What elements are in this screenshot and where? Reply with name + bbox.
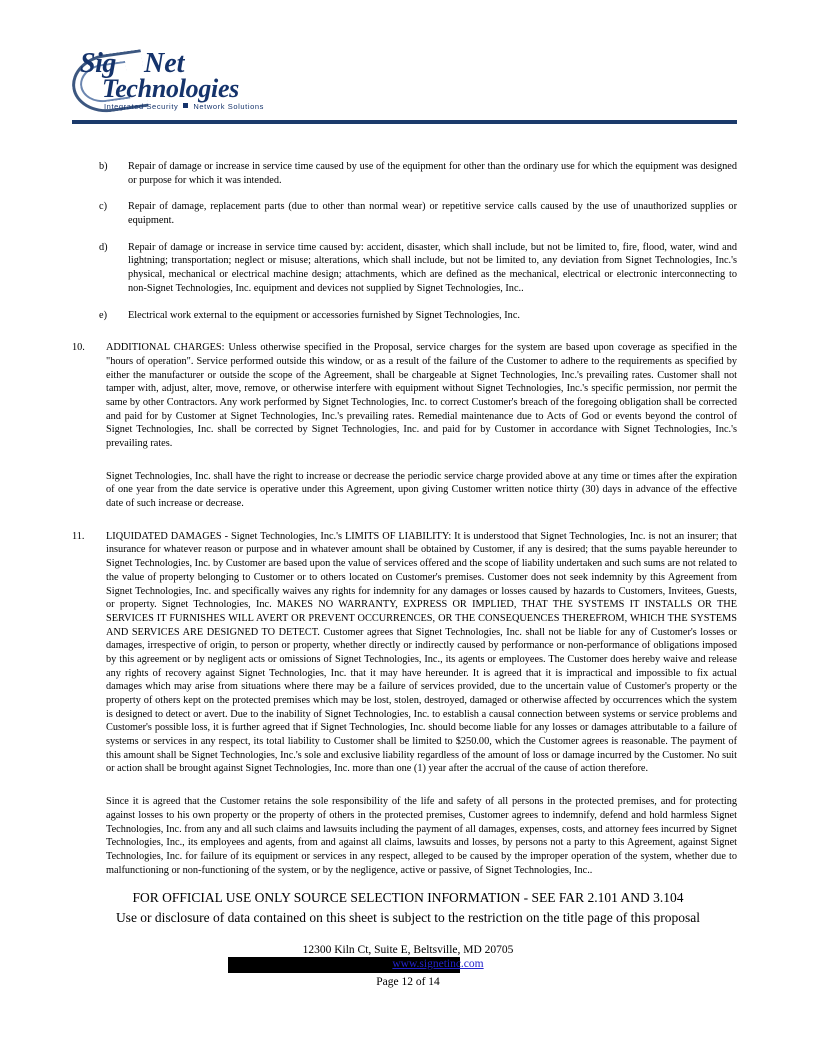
clause-10-marker: 10. bbox=[72, 342, 85, 354]
logo-word-technologies: Technologies bbox=[102, 74, 240, 103]
logo-word-sig: Sig bbox=[80, 48, 116, 79]
list-item-text: Repair of damage or increase in service time caused by use of the equipment for other than the ordinary use for which the equipment was designed or purpose for which it was intended. bbox=[128, 161, 737, 186]
clause-10-text: ADDITIONAL CHARGES: Unless otherwise specified in the Proposal, service charges for the system are based upon coverage as specified in the "hours of operation". Service performed outside this window, or as a result of the failure of the Customer to adhere to the requirements as specified by either the manufacturer or outside the scope of the Agreement, shall be chargeable at Signet Technologies, Inc.'s prevailing rates. Customer shall not tamper with, adjust, alter, move, remove, or otherwise interfere with equipment without Signet Technologies, Inc.'s specific permission, nor permit the same by other Contractors. Any work performed by Signet Technologies, Inc. to correct Customer's breach of the foregoing obligation shall be corrected and paid for by Customer at Signet Technologies, Inc.'s prevailing rates. Remedial maintenance due to Acts of God or events beyond the control of Signet Technologies, Inc. shall be corrected by Signet Technologies, Inc. and paid for by Customer in accordance with Signet Technologies, Inc.'s prevailing rates. bbox=[106, 342, 737, 449]
footer-address: 12300 Kiln Ct, Suite E, Beltsville, MD 20705 bbox=[302, 944, 514, 956]
list-item bbox=[72, 200, 737, 227]
clause-11 bbox=[72, 530, 737, 776]
logo-tagline bbox=[104, 102, 264, 111]
footer-notice-line1: FOR OFFICIAL USE ONLY SOURCE SELECTION INFORMATION - SEE FAR 2.101 AND 3.104 bbox=[132, 890, 684, 905]
footer-website-link-text[interactable]: www.signetinc.com bbox=[392, 958, 484, 970]
list-item bbox=[72, 309, 737, 323]
list-item-marker: d) bbox=[99, 241, 108, 253]
clause-11-marker: 11. bbox=[72, 530, 85, 542]
clause-10 bbox=[72, 341, 737, 451]
header-divider bbox=[72, 120, 737, 124]
footer-website-link[interactable] bbox=[0, 958, 816, 970]
list-item bbox=[72, 160, 737, 187]
footer-page-number: Page 12 of 14 bbox=[376, 976, 440, 988]
clause-11-continuation: Since it is agreed that the Customer retains the sole responsibility of the life and safety of all persons in the protected premises, and for protecting against losses to his own property or the property of others in the protected premises, Customer agrees to indemnify, defend and hold harmless Signet Technologies, Inc. from any and all such claims and lawsuits including the payment of all damages, expenses, costs, and attorney fees incurred by Signet Technologies, Inc., its employees and agents, from and against all claims, lawsuits and losses, by persons not a party to this Agreement, against Signet Technologies, Inc. for failure of its equipment or services in any respect, alleged to be caused by the improper operation of the system, whether due to malfunctioning or non-functioning of the system, or by the negligence, active or passive, of Signet Technologies, Inc.. bbox=[106, 796, 737, 876]
clause-11-text: LIQUIDATED DAMAGES - Signet Technologies, Inc.'s LIMITS OF LIABILITY: It is understood that Signet Technologies, Inc. is not an insurer; that insurance for whatever reason or purpose and in whatever amount shall be obtained by Customer, if any is desired; that the sums payable hereunder to Signet Technologies, Inc. by Customer are based upon the value of services offered and the scope of liability undertaken and such sums are not related to the value of property belonging to Customer or to others located on Customer's premises. Customer does not seek indemnity by this Agreement from Signet Technologies, Inc. and specifically waives any rights for indemnity for any damages or losses caused by hazards to Customers, Invitees, Guests, or property. Signet Technologies, Inc. MAKES NO WARRANTY, EXPRESS OR IMPLIED, THAT THE SYSTEMS IT INSTALLS OR THE SERVICES IT FURNISHES WILL AVERT OR PREVENT OCCURRENCES, OR THE CONSEQUENCES THEREFROM, WHICH THE SYSTEMS AND SERVICES ARE DESIGNED TO DETECT. Customer agrees that Signet Technologies, Inc. shall not be liable for any of Customer's losses or damages, irrespective of origin, to person or property, whether directly or indirectly caused by performance or non-performance of obligations imposed by this agreement or by negligent acts or omissions of Signet Technologies, Inc., its agents or employees. The Customer does hereby waive and release any rights of recovery against Signet Technologies, Inc. that it may have hereunder. It is agreed that it is impractical and impossible to fix actual damages which may arise from situations where there may be a failure of services provided, due to the uncertain value of Customer's property or the property of others kept on the protected premises which may be lost, stolen, destroyed, damaged or otherwise affected by occurrences which the system is designed to detect or avert. Due to the inability of Signet Technologies, Inc. to establish a causal connection between systems or service problems and Customer's possible loss, it is further agreed that if Signet Technologies, Inc. should become liable for any losses or damages attributable to a failure of systems or services in any respect, its total liability to Customer shall be limited to $250.00, which the Customer agrees is reasonable. The payment of this amount shall be Signet Technologies, Inc.'s sole and exclusive liability regardless of the amount of loss or damage incurred by the Customer. No suit or action shall be brought against Signet Technologies, Inc. more than one (1) year after the accrual of the cause of action therefore. bbox=[106, 530, 737, 775]
document-body bbox=[72, 160, 737, 890]
footer-notice bbox=[0, 890, 816, 926]
square-bullet-icon bbox=[183, 103, 188, 108]
list-item-marker: e) bbox=[99, 309, 107, 321]
logo-tagline-right: Network Solutions bbox=[193, 102, 265, 111]
list-item-marker: b) bbox=[99, 161, 108, 172]
clause-10-continuation: Signet Technologies, Inc. shall have the right to increase or decrease the periodic service charge provided above at any time or times after the expiration of one year from the date service is operative under this Agreement, upon giving Customer written notice thirty (30) days in advance of the effective date of such increase or decrease. bbox=[106, 470, 737, 510]
logo-tagline-left: Integrated Security bbox=[104, 102, 179, 111]
list-item-text: Repair of damage, replacement parts (due to other than normal wear) or repetitive service calls caused by the use of unauthorized supplies or equipment. bbox=[128, 201, 737, 227]
company-logo bbox=[72, 44, 265, 112]
list-item-marker: c) bbox=[99, 201, 107, 213]
list-item-text: Electrical work external to the equipment or accessories furnished by Signet Technologies, Inc. bbox=[128, 309, 520, 321]
list-item bbox=[72, 241, 737, 296]
list-item-text: Repair of damage or increase in service time caused by: accident, disaster, which shall include, but not be limited to, fire, flood, water, wind and lightning; transportation; neglect or misuse; alterations, which shall include, but not be limited to, any deviation from Signet Technologies, Inc.'s physical, mechanical or electrical machine design; attachments, which are defined as the mechanical, electrical or electronic interconnecting to non-Signet Technologies, Inc. equipment and devices not supplied by Signet Technologies, Inc.. bbox=[128, 241, 737, 294]
footer-notice-line2: Use or disclosure of data contained on this sheet is subject to the restriction on the title page of this proposal bbox=[115, 910, 701, 925]
logo-word-net: Net bbox=[144, 48, 185, 79]
